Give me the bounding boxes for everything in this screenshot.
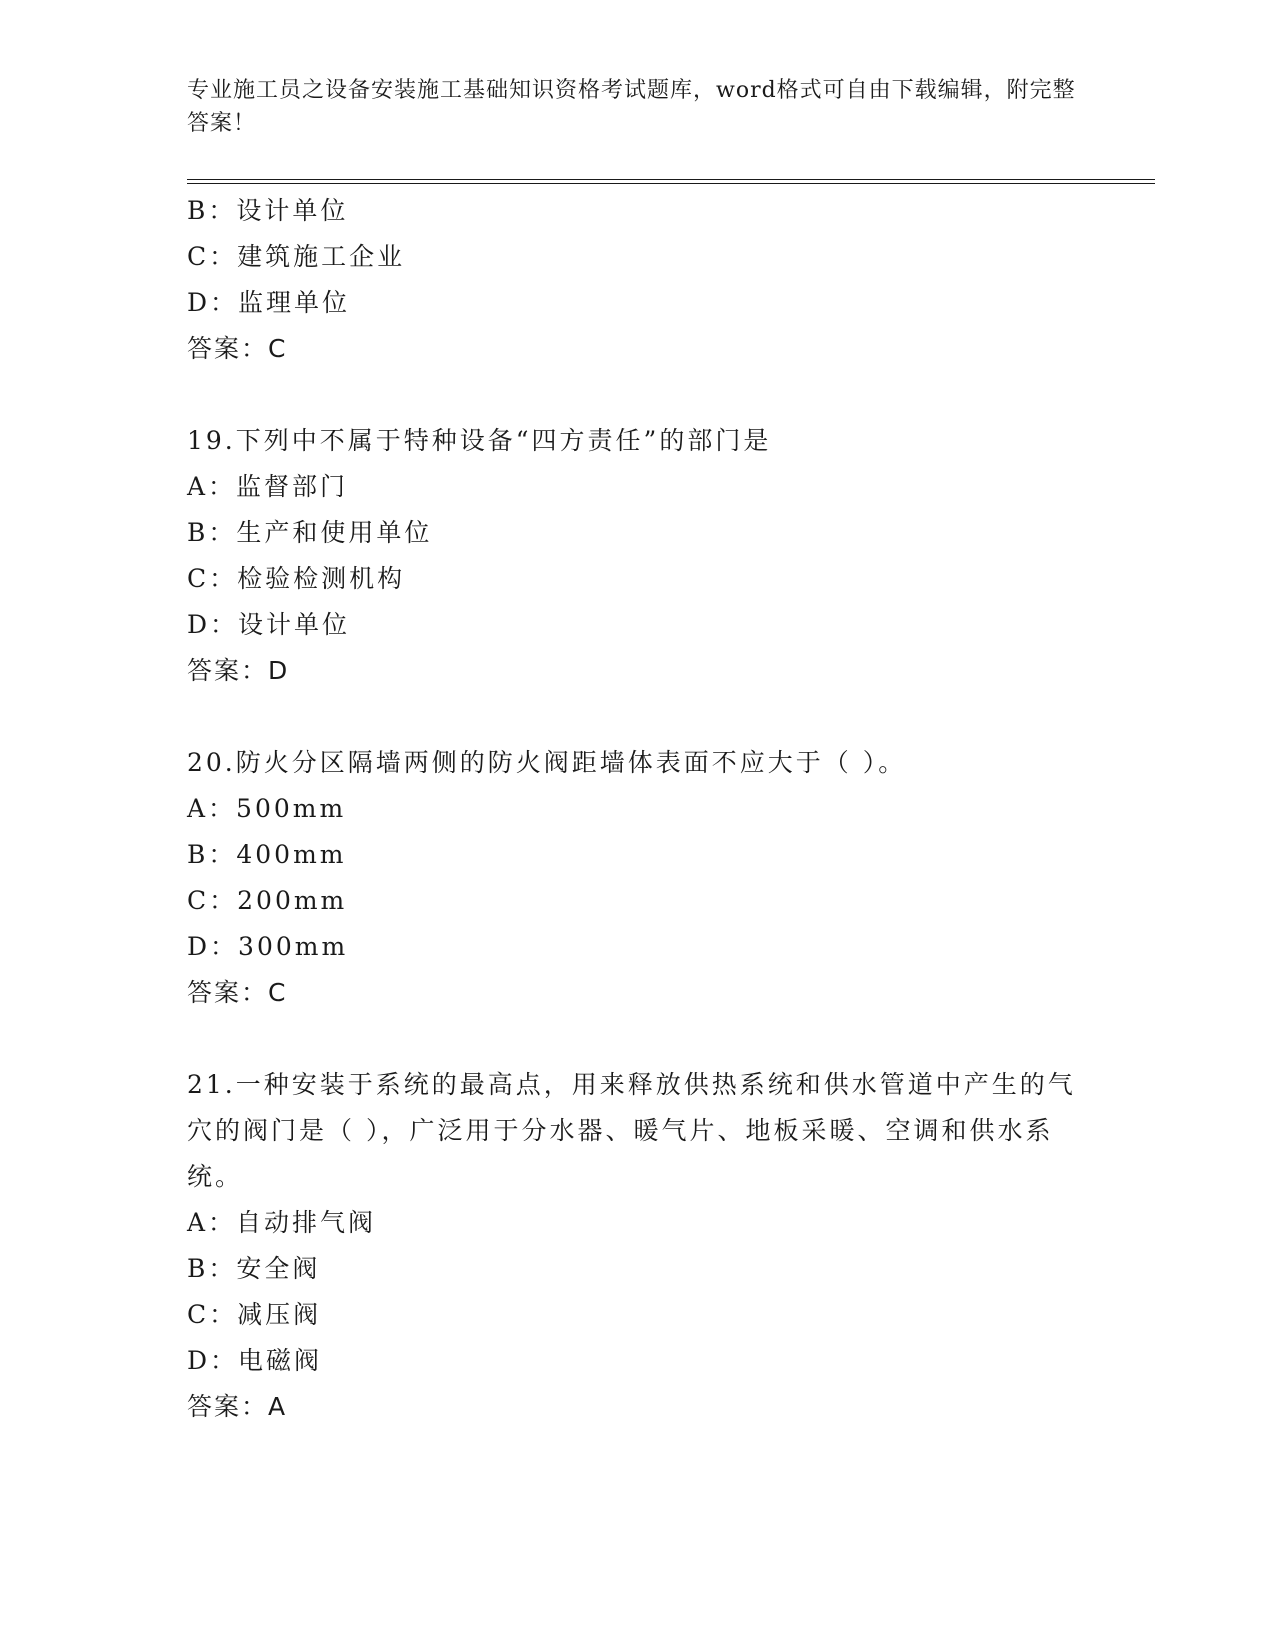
option-d: D：设计单位 [187, 610, 351, 639]
question-21 [187, 1062, 1087, 1430]
spacer [187, 694, 1087, 740]
option-b: B：400mm [187, 840, 347, 869]
option-c: C：减压阀 [187, 1300, 322, 1329]
option-b: B：设计单位 [187, 196, 349, 225]
option-a: A：监督部门 [187, 472, 349, 501]
option-b: B：生产和使用单位 [187, 518, 433, 547]
question-list [187, 188, 1087, 1430]
question-20 [187, 740, 1087, 1016]
option-c: C：建筑施工企业 [187, 242, 406, 271]
option-d: D：监理单位 [187, 288, 351, 317]
document-header: 专业施工员之设备安装施工基础知识资格考试题库，word格式可自由下载编辑，附完整答案！ [187, 78, 1076, 136]
spacer [187, 1016, 1087, 1062]
header-rule-top [187, 179, 1155, 180]
answer-label: 答案：C [187, 978, 288, 1007]
option-c: C：200mm [187, 886, 348, 915]
option-a: A：自动排气阀 [187, 1208, 377, 1237]
answer-label: 答案：A [187, 1392, 288, 1421]
option-b: B：安全阀 [187, 1254, 321, 1283]
option-a: A：500mm [187, 794, 347, 823]
spacer [187, 372, 1087, 418]
question-text: 21.一种安装于系统的最高点，用来释放供热系统和供水管道中产生的气穴的阀门是（ ），广泛用于分水器、暖气片、地板采暖、空调和供水系统。 [187, 1070, 1076, 1191]
question-text: 19.下列中不属于特种设备“四方责任”的部门是 [187, 426, 772, 455]
question-19 [187, 418, 1087, 694]
option-d: D：300mm [187, 932, 349, 961]
header-rule-bottom [187, 183, 1155, 184]
option-c: C：检验检测机构 [187, 564, 406, 593]
question-partial [187, 188, 1087, 372]
option-d: D：电磁阀 [187, 1346, 323, 1375]
question-text: 20.防火分区隔墙两侧的防火阀距墙体表面不应大于（ ）。 [187, 748, 907, 777]
answer-label: 答案：C [187, 334, 288, 363]
answer-label: 答案：D [187, 656, 290, 685]
